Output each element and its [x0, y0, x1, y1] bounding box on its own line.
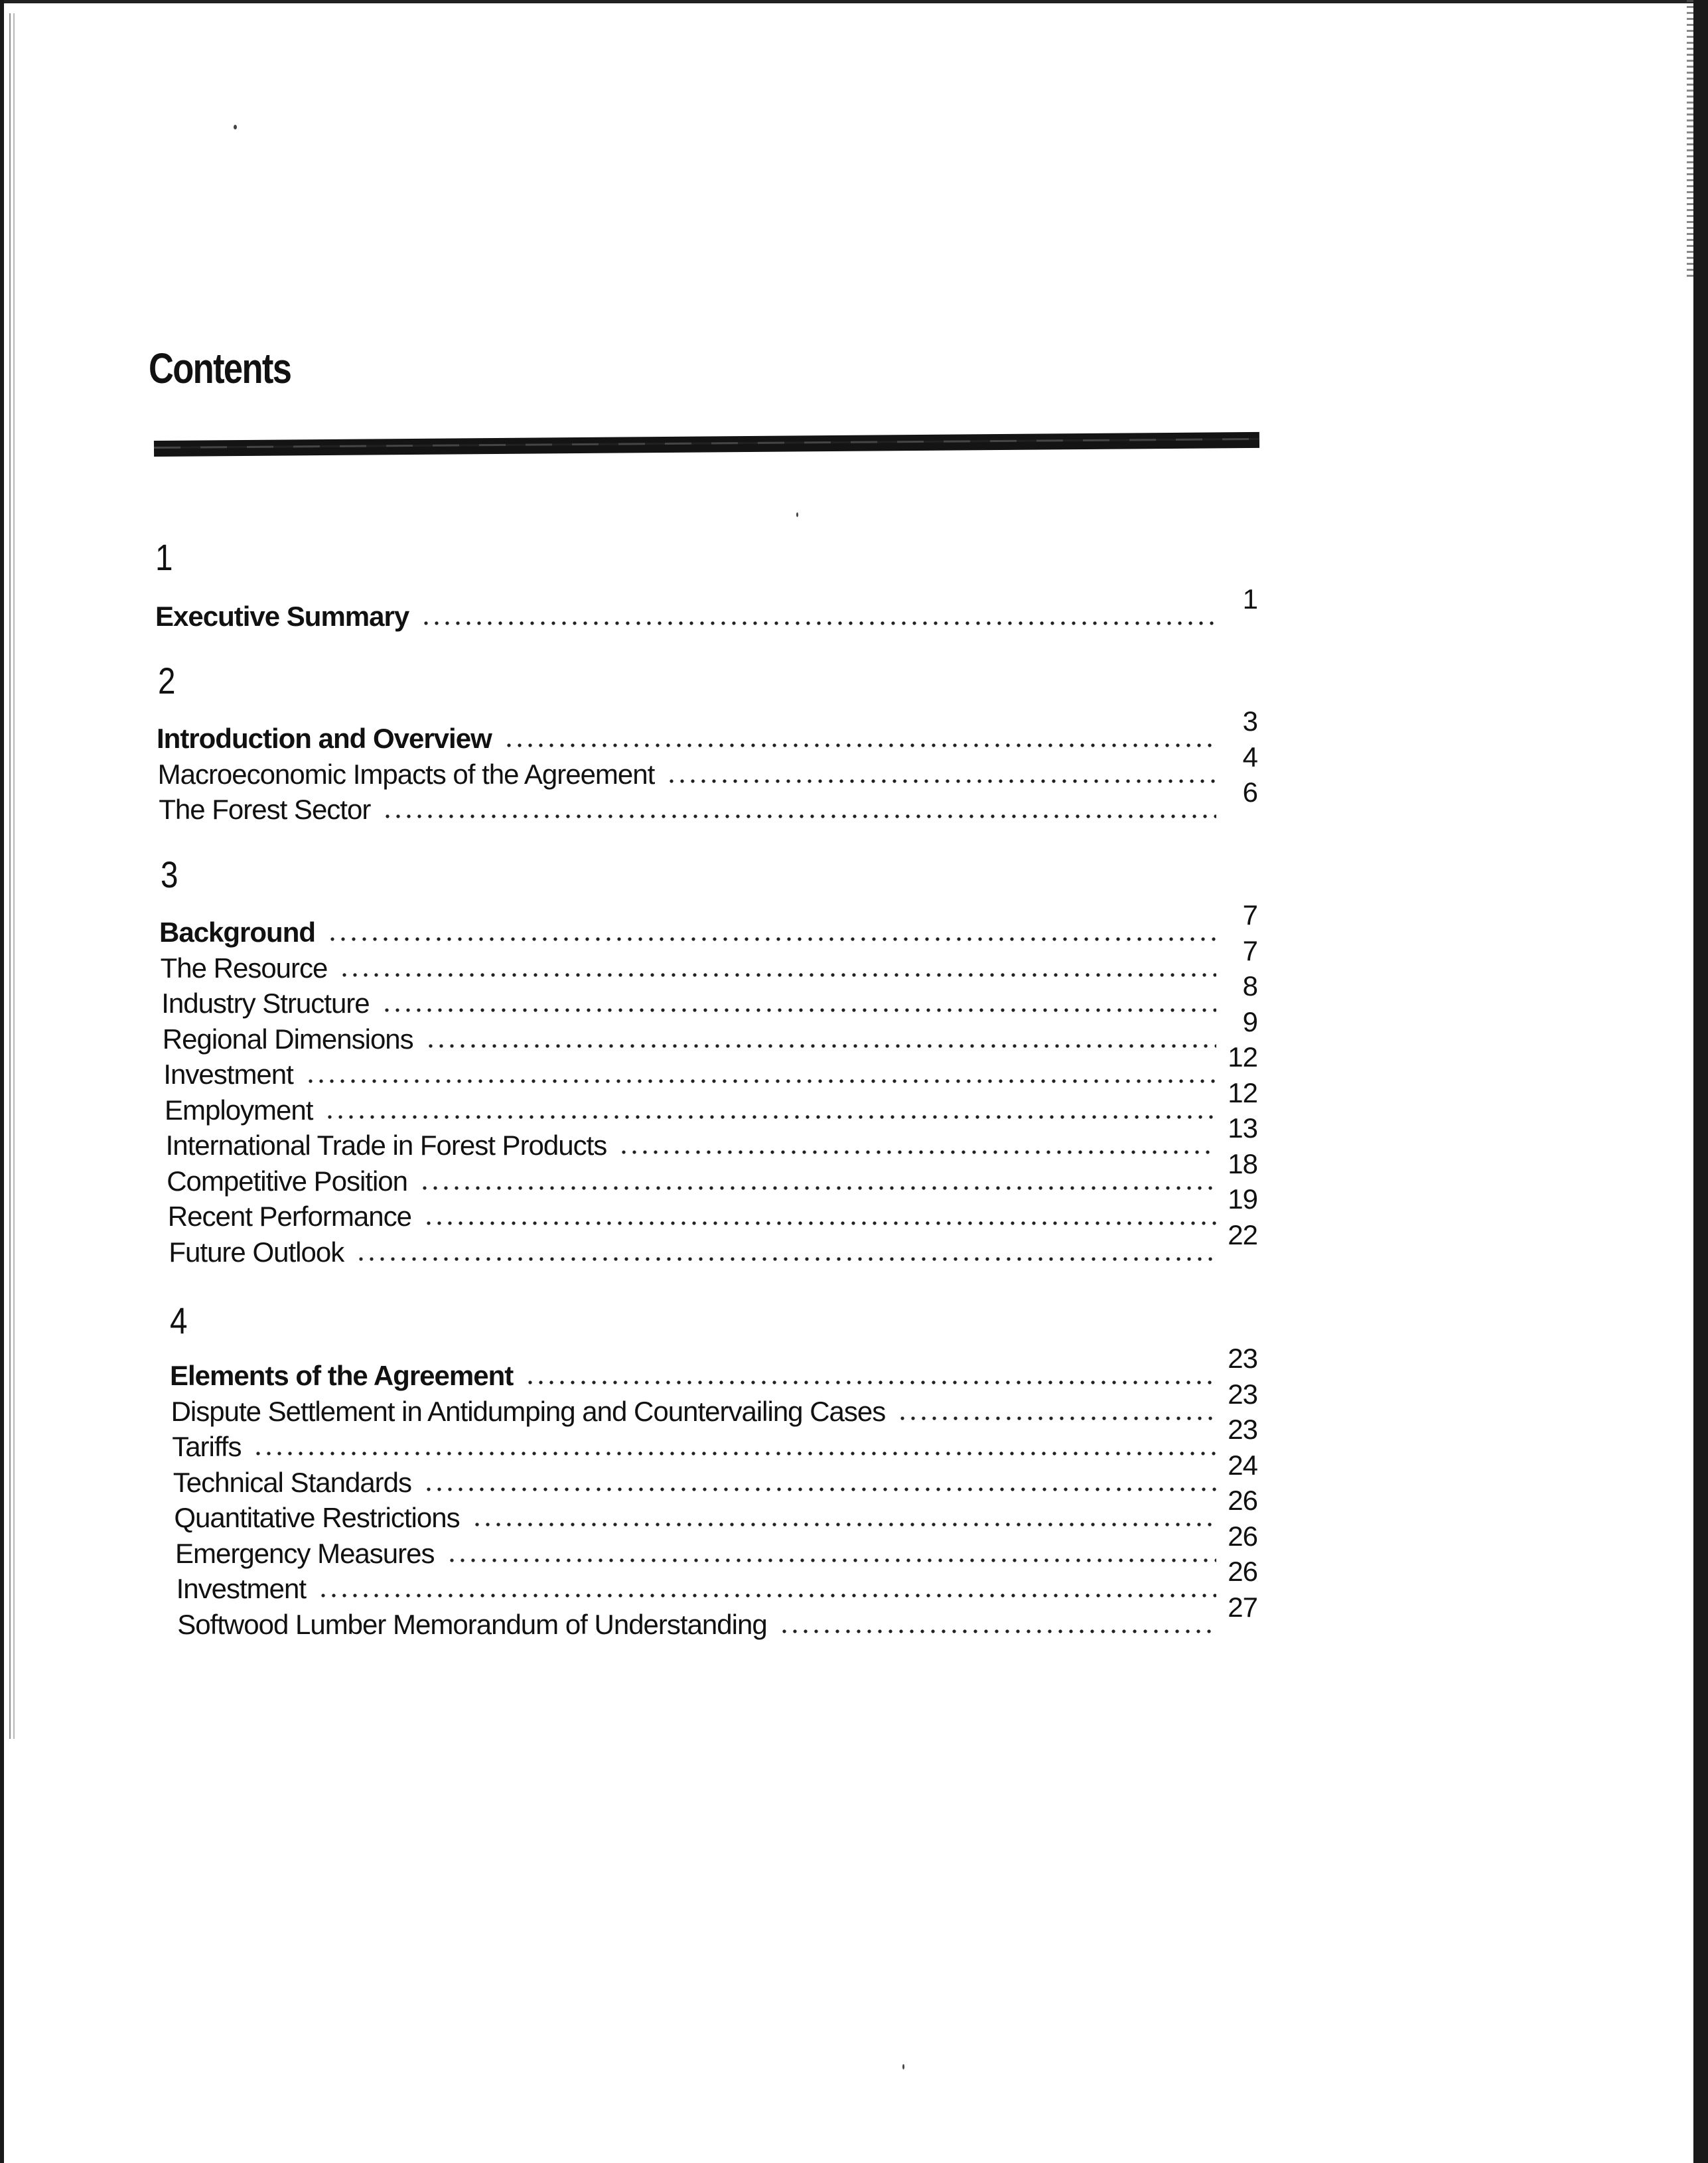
- toc-entry[interactable]: [167, 1148, 1257, 1199]
- toc-entry-page-number: 19: [1228, 1183, 1257, 1215]
- toc-entry-label: Quantitative Restrictions: [174, 1502, 460, 1533]
- dot-leader: [382, 1007, 1216, 1013]
- toc-entry-page-number: 9: [1242, 1006, 1257, 1037]
- toc-entry[interactable]: [175, 1520, 1257, 1572]
- toc-entry-label: Introduction and Overview: [157, 723, 492, 754]
- toc-entry-label: The Forest Sector: [159, 794, 371, 825]
- toc-entry[interactable]: [157, 741, 1257, 792]
- toc-entry-page-number: 18: [1228, 1148, 1257, 1179]
- toc-entry-label: Emergency Measures: [175, 1537, 435, 1569]
- dot-leader: [897, 1415, 1216, 1422]
- toc-entry[interactable]: [167, 1183, 1257, 1234]
- dot-leader: [305, 1078, 1216, 1084]
- toc-entry[interactable]: [172, 1414, 1257, 1465]
- toc-entry-page-number: 26: [1228, 1520, 1257, 1552]
- toc-entry[interactable]: [159, 899, 1257, 950]
- toc-entry-page-number: 8: [1242, 970, 1257, 1002]
- toc-entry[interactable]: [165, 1077, 1257, 1128]
- toc-entry-label: Executive Summary: [155, 601, 409, 632]
- toc-entry[interactable]: [155, 583, 1257, 634]
- page-title: Contents: [149, 344, 291, 392]
- toc-entry[interactable]: [162, 1006, 1257, 1057]
- toc-entry-page-number: 7: [1242, 934, 1257, 966]
- toc-entry-label: Recent Performance: [167, 1201, 411, 1232]
- toc-entry-page-number: 23: [1228, 1414, 1257, 1445]
- toc-entry-page-number: 26: [1228, 1485, 1257, 1516]
- toc-entry-label: Investment: [176, 1573, 307, 1604]
- toc-entry-label: Technical Standards: [173, 1466, 412, 1498]
- dot-leader: [666, 778, 1216, 784]
- section-number: 2: [158, 660, 176, 702]
- toc-entry-page-number: 12: [1228, 1077, 1257, 1108]
- toc-entry[interactable]: [157, 706, 1257, 757]
- dot-leader: [423, 1486, 1216, 1493]
- dot-leader: [618, 1149, 1216, 1156]
- toc-entry-page-number: 3: [1242, 706, 1257, 737]
- toc-entry[interactable]: [169, 1219, 1257, 1270]
- toc-entry[interactable]: [176, 1556, 1257, 1607]
- toc-entry[interactable]: [173, 1449, 1257, 1501]
- dot-leader: [339, 972, 1216, 978]
- toc-entry-page-number: 1: [1242, 583, 1257, 615]
- dot-leader: [327, 936, 1216, 942]
- toc-entry-page-number: 26: [1228, 1556, 1257, 1587]
- toc-entry-label: Investment: [163, 1059, 293, 1090]
- toc-entry[interactable]: [163, 1041, 1257, 1092]
- toc-entry-label: Macroeconomic Impacts of the Agreement: [157, 758, 655, 790]
- toc-entry[interactable]: [177, 1591, 1257, 1643]
- toc-entry-page-number: 23: [1228, 1343, 1257, 1374]
- section-number: 3: [161, 854, 178, 895]
- dot-leader: [253, 1450, 1216, 1457]
- toc-entry-label: Background: [159, 917, 316, 948]
- toc-entry-label: Tariffs: [172, 1431, 242, 1462]
- toc-entry-label: Future Outlook: [169, 1236, 344, 1268]
- dot-leader: [423, 1220, 1216, 1227]
- toc-entry-label: The Resource: [160, 952, 328, 984]
- toc-entry[interactable]: [161, 970, 1257, 1021]
- dot-leader: [779, 1628, 1216, 1635]
- dot-leader: [419, 1185, 1216, 1191]
- toc-entry[interactable]: [171, 1378, 1257, 1430]
- dot-leader: [425, 1043, 1216, 1049]
- dot-leader: [504, 742, 1216, 749]
- dot-leader: [525, 1379, 1216, 1386]
- toc-entry-label: International Trade in Forest Products: [165, 1130, 607, 1161]
- toc-entry-page-number: 13: [1228, 1112, 1257, 1144]
- toc-entry-page-number: 23: [1228, 1378, 1257, 1410]
- toc-entry-page-number: 6: [1242, 777, 1257, 808]
- toc-entry-label: Employment: [165, 1094, 313, 1126]
- toc-entry[interactable]: [174, 1485, 1257, 1536]
- toc-entry[interactable]: [159, 777, 1257, 828]
- toc-entry-page-number: 4: [1242, 741, 1257, 773]
- toc-entry-page-number: 24: [1228, 1449, 1257, 1481]
- title-rule: [154, 432, 1259, 457]
- toc-entry-label: Softwood Lumber Memorandum of Understanding: [177, 1608, 767, 1640]
- dot-leader: [324, 1114, 1216, 1120]
- dot-leader: [318, 1592, 1216, 1599]
- toc-entry-label: Dispute Settlement in Antidumping and Countervailing Cases: [171, 1395, 886, 1427]
- toc-entry-page-number: 27: [1228, 1591, 1257, 1623]
- toc-entry-label: Regional Dimensions: [162, 1023, 413, 1055]
- toc-entry[interactable]: [170, 1343, 1257, 1394]
- dot-leader: [382, 813, 1216, 820]
- toc-entry-label: Industry Structure: [161, 988, 370, 1019]
- toc-entry-page-number: 7: [1242, 899, 1257, 931]
- toc-entry[interactable]: [160, 934, 1257, 986]
- dot-leader: [421, 620, 1216, 627]
- dot-leader: [356, 1256, 1216, 1262]
- toc-entry-page-number: 12: [1228, 1041, 1257, 1073]
- toc-entry-page-number: 22: [1228, 1219, 1257, 1250]
- toc-entry[interactable]: [165, 1112, 1257, 1163]
- dot-leader: [447, 1557, 1217, 1564]
- section-number: 1: [155, 536, 173, 578]
- toc-entry-label: Elements of the Agreement: [170, 1360, 514, 1391]
- section-number: 4: [170, 1300, 188, 1341]
- toc-entry-label: Competitive Position: [167, 1165, 408, 1197]
- dot-leader: [472, 1521, 1216, 1528]
